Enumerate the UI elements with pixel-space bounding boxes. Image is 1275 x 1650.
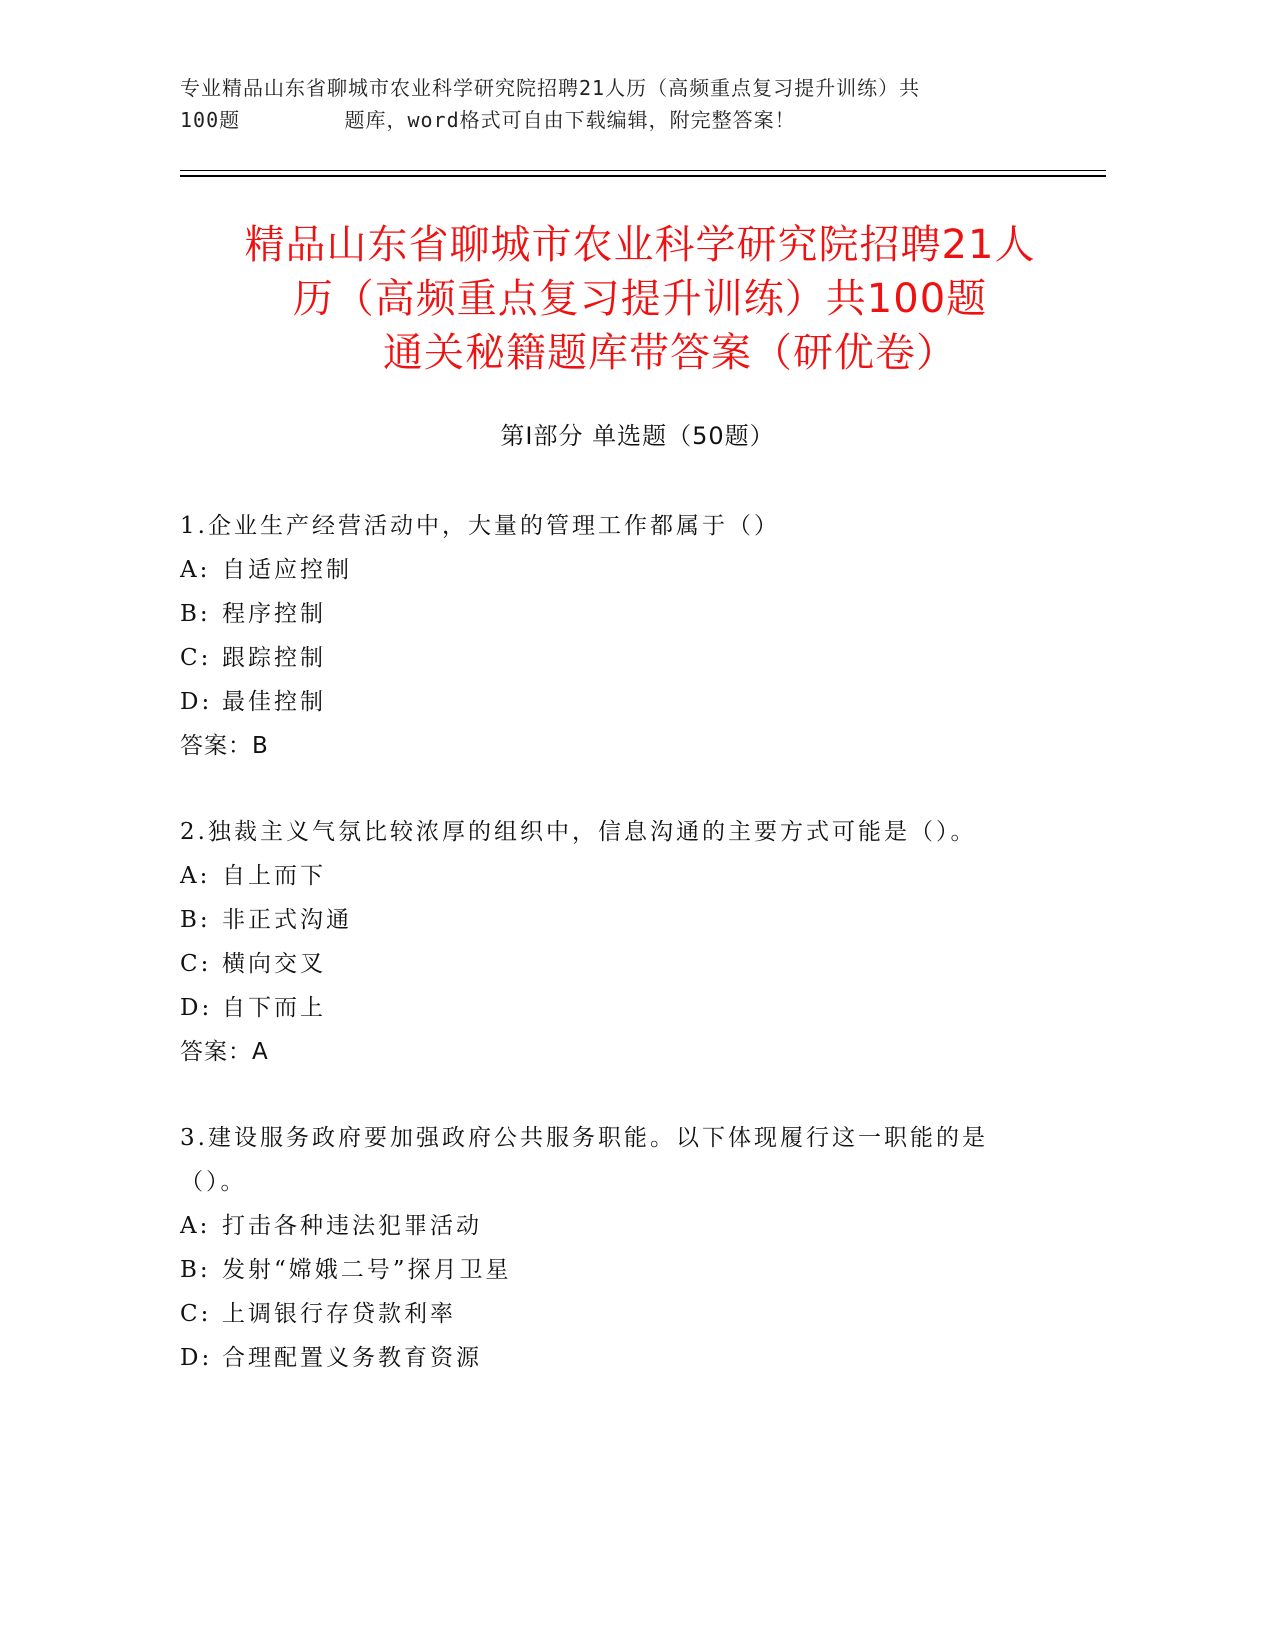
question-item bbox=[180, 504, 1040, 768]
option-c bbox=[180, 1292, 1040, 1336]
option-a bbox=[180, 1204, 1040, 1248]
option-d bbox=[180, 680, 1040, 724]
option-label: B: bbox=[180, 601, 211, 627]
option-c bbox=[180, 942, 1040, 986]
option-text: 最佳控制 bbox=[222, 689, 326, 715]
option-d bbox=[180, 986, 1040, 1030]
question-item bbox=[180, 810, 1040, 1074]
option-label: C: bbox=[180, 1301, 212, 1327]
title-line-2: 历（高频重点复习提升训练）共100题 bbox=[292, 276, 988, 322]
option-a bbox=[180, 548, 1040, 592]
title-line-1: 精品山东省聊城市农业科学研究院招聘21人 bbox=[244, 222, 1036, 268]
option-d bbox=[180, 1336, 1040, 1380]
option-c bbox=[180, 636, 1040, 680]
option-text: 自上而下 bbox=[222, 863, 326, 889]
question-text: 1.企业生产经营活动中，大量的管理工作都属于（） bbox=[180, 513, 780, 539]
option-label: D: bbox=[180, 689, 213, 715]
option-text: 自适应控制 bbox=[222, 557, 352, 583]
answer-text: 答案：A bbox=[180, 1039, 269, 1065]
option-label: D: bbox=[180, 1345, 213, 1371]
question-text: 3.建设服务政府要加强政府公共服务职能。以下体现履行这一职能的是（）。 bbox=[180, 1125, 988, 1195]
option-label: D: bbox=[180, 995, 213, 1021]
option-a bbox=[180, 854, 1040, 898]
option-text: 合理配置义务教育资源 bbox=[222, 1345, 482, 1371]
option-label: C: bbox=[180, 645, 212, 671]
header-line-2: 100题 题库，word格式可自由下载编辑，附完整答案！ bbox=[180, 108, 796, 132]
option-text: 横向交叉 bbox=[222, 951, 326, 977]
answer-text: 答案：B bbox=[180, 733, 269, 759]
option-label: B: bbox=[180, 1257, 211, 1283]
option-label: A: bbox=[180, 557, 211, 583]
option-text: 打击各种违法犯罪活动 bbox=[222, 1213, 482, 1239]
option-label: B: bbox=[180, 907, 211, 933]
question-list bbox=[180, 504, 1040, 1422]
question-item bbox=[180, 1116, 1040, 1380]
document-title bbox=[170, 218, 1110, 380]
option-text: 自下而上 bbox=[222, 995, 326, 1021]
option-text: 发射“嫦娥二号”探月卫星 bbox=[222, 1257, 512, 1283]
option-text: 跟踪控制 bbox=[222, 645, 326, 671]
header-divider-thin bbox=[180, 170, 1106, 171]
option-label: A: bbox=[180, 1213, 211, 1239]
option-b bbox=[180, 1248, 1040, 1292]
option-label: A: bbox=[180, 863, 211, 889]
header-divider-thick bbox=[180, 175, 1106, 177]
option-label: C: bbox=[180, 951, 212, 977]
option-b bbox=[180, 592, 1040, 636]
header-line-1: 专业精品山东省聊城市农业科学研究院招聘21人历（高频重点复习提升训练）共 bbox=[180, 76, 921, 100]
option-text: 上调银行存贷款利率 bbox=[222, 1301, 456, 1327]
option-b bbox=[180, 898, 1040, 942]
document-header bbox=[180, 72, 1100, 136]
section-heading: 第Ⅰ部分 单选题（50题） bbox=[500, 422, 775, 450]
question-text: 2.独裁主义气氛比较浓厚的组织中，信息沟通的主要方式可能是（）。 bbox=[180, 819, 977, 845]
title-line-3: 通关秘籍题库带答案（研优卷） bbox=[383, 330, 957, 376]
option-text: 非正式沟通 bbox=[222, 907, 352, 933]
option-text: 程序控制 bbox=[222, 601, 326, 627]
